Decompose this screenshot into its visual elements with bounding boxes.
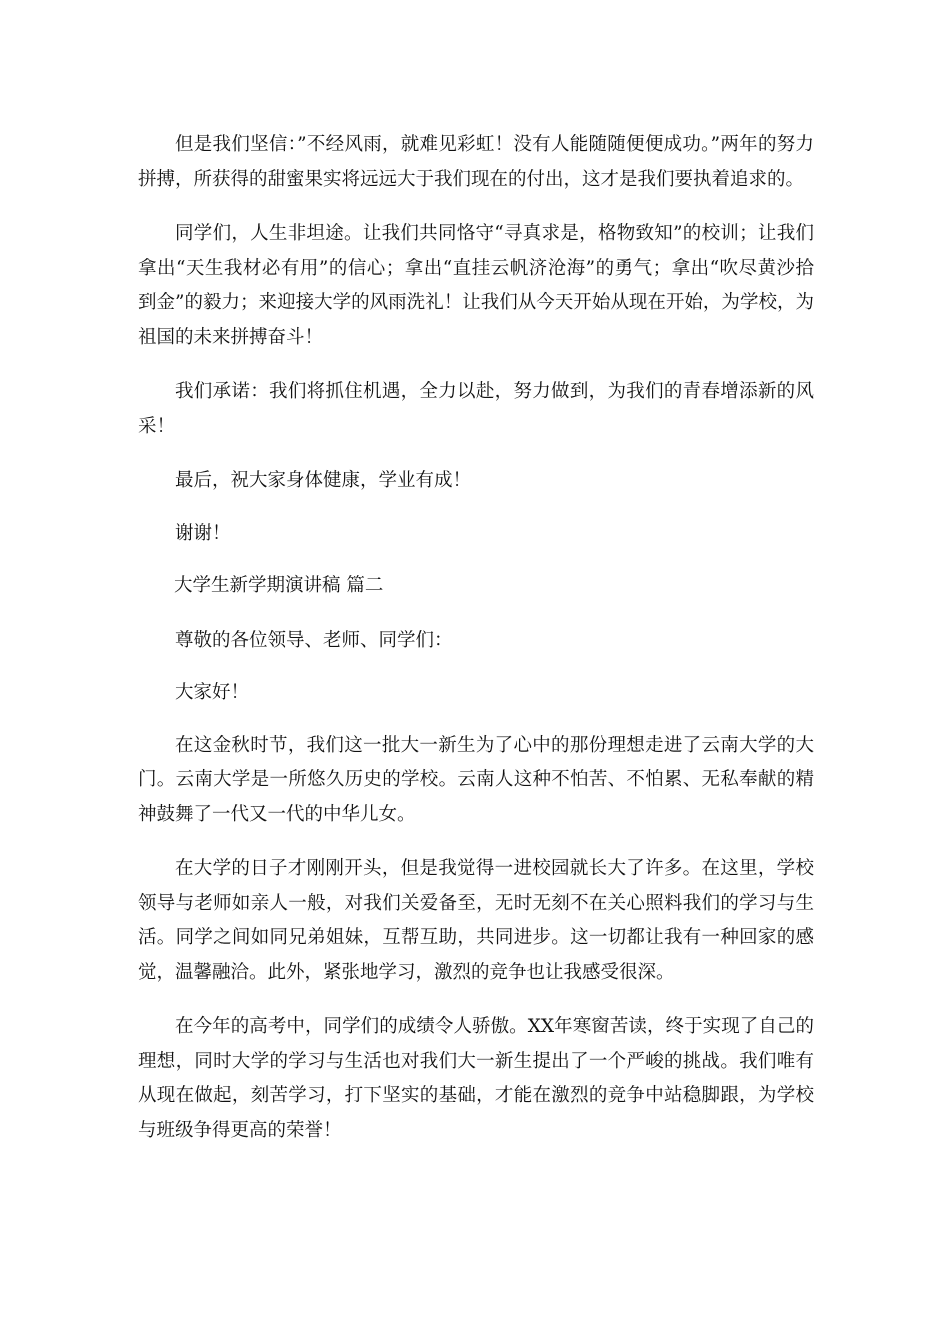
paragraph-exam: 在今年的高考中，同学们的成绩令人骄傲。XX年寒窗苦读，终于实现了自己的理想，同时大学的学习与生活也对我们大一新生提出了一个严峻的挑战。我们唯有从现在做起，刻苦学习，打下坚实的基础，才能在激烈的竞争中站稳脚跟，为学校与班级争得更高的荣誉！: [138, 1016, 814, 1141]
document-page: [138, 128, 814, 1168]
paragraph-salutation: 尊敬的各位领导、老师、同学们：: [175, 629, 453, 651]
section-heading: 大学生新学期演讲稿 篇二: [174, 575, 384, 596]
paragraph-autumn: 在这金秋时节，我们这一批大一新生为了心中的那份理想走进了云南大学的大门。云南大学是一所悠久历史的学校。云南人这种不怕苦、不怕累、无私奉献的精神鼓舞了一代又一代的中华儿女。: [138, 734, 814, 825]
paragraph-conviction: 但是我们坚信：”不经风雨，就难见彩虹！没有人能随随便便成功。”两年的努力拼搏，所获得的甜蜜果实将远远大于我们现在的付出，这才是我们要执着追求的。: [138, 134, 814, 190]
paragraph-thanks: 谢谢！: [175, 522, 231, 544]
paragraph-wishes: 最后，祝大家身体健康，学业有成！: [175, 470, 472, 491]
paragraph-greeting: 大家好！: [175, 682, 250, 703]
paragraph-campus-life: 在大学的日子才刚刚开头，但是我觉得一进校园就长大了许多。在这里，学校领导与老师如亲人一般，对我们关爱备至，无时无刻不在关心照料我们的学习与生活。同学之间如同兄弟姐妹，互帮互助，共同进步。这一切都让我有一种回家的感觉，温馨融洽。此外，紧张地学习，激烈的竞争也让我感受很深。: [138, 858, 814, 983]
paragraph-motto: 同学们，人生非坦途。让我们共同恪守“寻真求是，格物致知”的校训；让我们拿出“天生我材必有用”的信心；拿出“直挂云帆济沧海”的勇气；拿出“吹尽黄沙拾到金”的毅力；来迎接大学的风雨洗礼！让我们从今天开始从现在开始，为学校，为祖国的未来拼搏奋斗！: [138, 223, 814, 348]
paragraph-promise: 我们承诺：我们将抓住机遇，全力以赴，努力做到，为我们的青春增添新的风采！: [138, 381, 814, 437]
